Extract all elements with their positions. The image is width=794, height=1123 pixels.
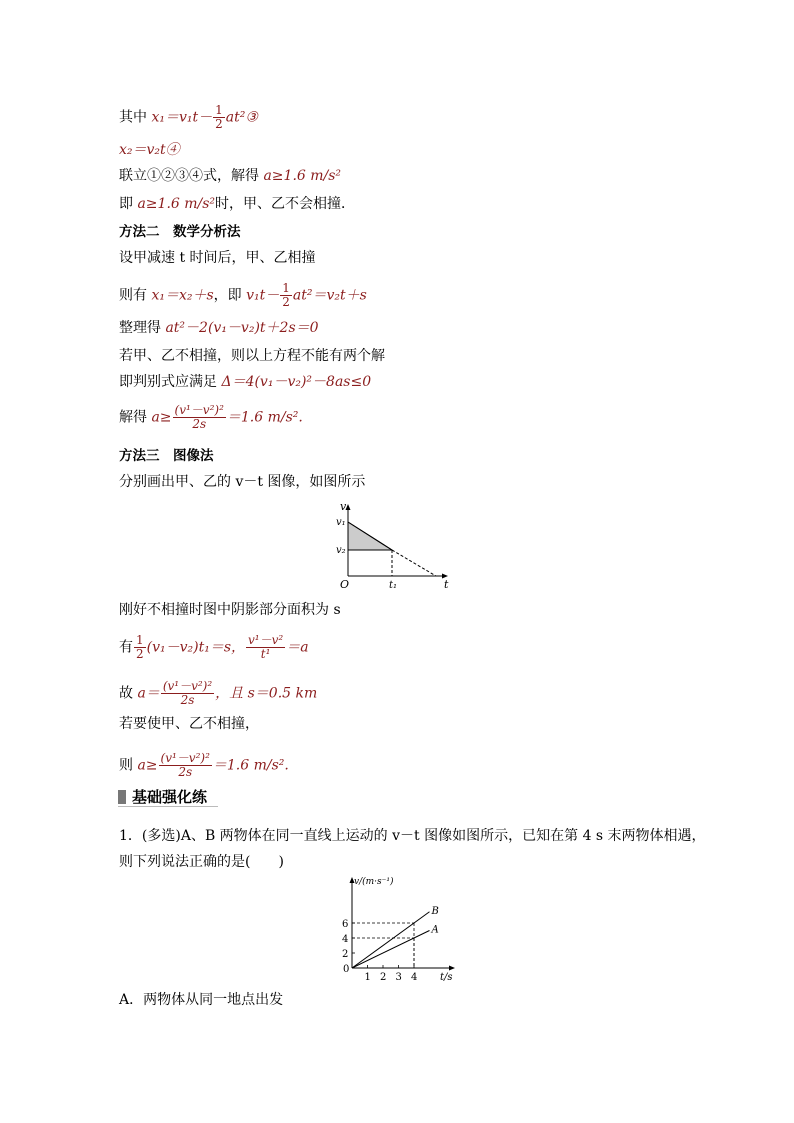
origin-label: 0 [343, 964, 350, 975]
section-bar-icon [118, 790, 126, 804]
y-tick-label: 6 [342, 919, 349, 930]
method2-heading: 方法二 数学分析法 [119, 224, 241, 240]
m3-line-4: 故 a＝ $\frac{\text{(v¹－v²)²}}{2s}$ ，且 s＝0.5 km [119, 679, 318, 707]
v-axis-arrow [346, 504, 351, 510]
m2-line-6: 解得 a≥ $\frac{\text{(v¹－v²)²}}{2s}$ ＝1.6 m/s². [119, 403, 303, 431]
label-v1: v₁ [336, 517, 346, 528]
series-line-B [352, 912, 430, 968]
vt-diagram-figure [330, 500, 460, 592]
label-v2: v₂ [336, 545, 346, 556]
vt-chart-ab [330, 874, 470, 984]
y-tick-label: 2 [342, 949, 349, 960]
m2-line-3: 整理得 at²－2(v₁－v₂)t＋2s＝0 [119, 320, 319, 336]
question-1-line-1: 1．(多选)A、B 两物体在同一直线上运动的 v－t 图像如图所示，已知在第 4 s 末两物体相遇， [119, 828, 706, 844]
eq-line-3: 联立①②③④式，解得 a≥1.6 m/s² [119, 168, 342, 184]
method3-heading: 方法三 图像法 [119, 448, 214, 464]
x-tick-label: 2 [380, 972, 387, 983]
eq-line-2: x₂＝v₂t④ [119, 142, 180, 158]
m2-line-4: 若甲、乙不相撞，则以上方程不能有两个解 [119, 348, 385, 364]
m2-line-1: 设甲减速 t 时间后，甲、乙相撞 [119, 250, 316, 266]
x-tick-label: 1 [364, 972, 371, 983]
section-heading: 基础强化练 [118, 786, 207, 807]
m2-line-5: 即判别式应满足 Δ＝4(v₁－v₂)²－8as≤0 [119, 374, 372, 390]
question-1-line-2: 则下列说法正确的是( ) [119, 854, 284, 870]
m2-line-2: 则有 x₁＝x₂＋s，即 v₁t－ $\frac{1}{2}$ at²＝v₂t＋s [119, 281, 367, 309]
half-fraction: $\frac{1}{2}$ [215, 103, 223, 131]
section-divider [118, 806, 218, 807]
series-label-B: B [431, 905, 439, 917]
label-origin: O [340, 578, 350, 591]
x-tick-label: 3 [395, 972, 402, 983]
m3-line-2: 刚好不相撞时图中阴影部分面积为 s [119, 602, 341, 618]
m3-line-3: 有 $\frac{1}{2}$ (v₁－v₂)t₁＝s， $\frac{\text{v¹－v²}}{\text{t¹}}$ ＝a [119, 633, 309, 661]
label-t1: t₁ [389, 580, 398, 591]
y-tick-label: 4 [342, 934, 349, 945]
x-axis-arrow [449, 966, 455, 971]
line-jia-extension [392, 550, 436, 576]
m3-line-5: 若要使甲、乙不相撞， [119, 716, 259, 732]
eq-line-1: 其中 x₁＝v₁t－ $\frac{1}{2}$ at²③ [119, 103, 258, 131]
x-tick-label: 4 [411, 972, 418, 983]
label-t: t [444, 578, 449, 591]
m3-line-1: 分别画出甲、乙的 v－t 图像，如图所示 [119, 474, 366, 490]
series-label-A: A [431, 924, 439, 936]
y-axis-label: v/(m·s⁻¹) [354, 877, 394, 887]
label-v: v [340, 500, 347, 513]
eq-line-4: 即 a≥1.6 m/s²时，甲、乙不会相撞． [119, 196, 356, 212]
option-a: A．两物体从同一地点出发 [119, 992, 284, 1008]
x-axis-label: t/s [440, 972, 453, 983]
m3-line-6: 则 a≥ $\frac{\text{(v¹－v²)²}}{2s}$ ＝1.6 m/s². [119, 751, 289, 779]
series-line-A [352, 931, 430, 969]
